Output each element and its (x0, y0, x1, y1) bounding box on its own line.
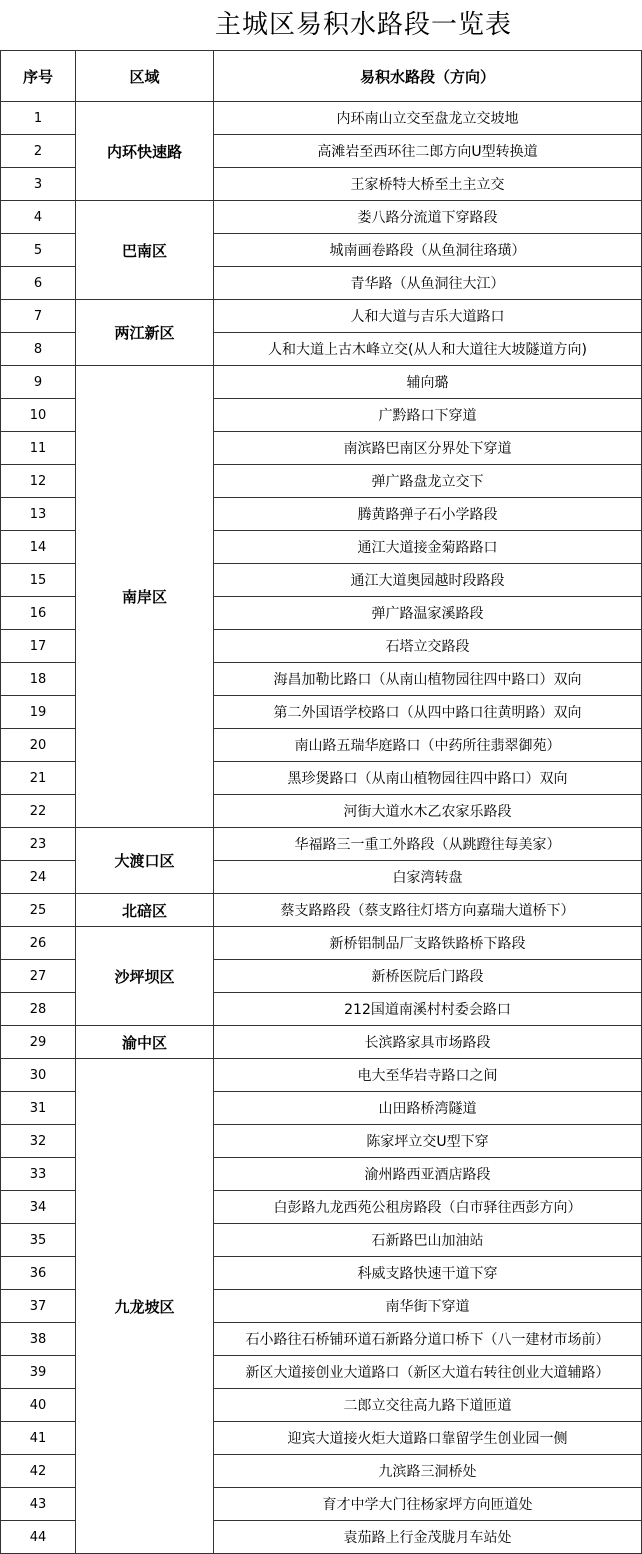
row-number: 16 (1, 597, 76, 630)
table-body (1, 102, 642, 1554)
road-section-cell: 通江大道奥园越时段路段 (214, 564, 642, 597)
region-cell: 巴南区 (76, 201, 214, 300)
road-section-cell: 王家桥特大桥至土主立交 (214, 168, 642, 201)
row-number: 38 (1, 1323, 76, 1356)
road-section-cell: 海昌加勒比路口（从南山植物园往四中路口）双向 (214, 663, 642, 696)
road-section-cell: 第二外国语学校路口（从四中路口往黄明路）双向 (214, 696, 642, 729)
road-section-cell: 通江大道接金菊路路口 (214, 531, 642, 564)
table-row (1, 366, 642, 399)
road-section-cell: 科威支路快速干道下穿 (214, 1257, 642, 1290)
road-section-cell: 南滨路巴南区分界处下穿道 (214, 432, 642, 465)
row-number: 2 (1, 135, 76, 168)
road-section-cell: 广黔路口下穿道 (214, 399, 642, 432)
row-number: 13 (1, 498, 76, 531)
road-section-cell: 新区大道接创业大道路口（新区大道右转往创业大道辅路） (214, 1356, 642, 1389)
row-number: 10 (1, 399, 76, 432)
road-section-cell: 二郎立交往高九路下道匝道 (214, 1389, 642, 1422)
row-number: 25 (1, 894, 76, 927)
row-number: 12 (1, 465, 76, 498)
header-row (1, 51, 642, 102)
road-section-cell: 蔡支路路段（蔡支路往灯塔方向嘉瑞大道桥下） (214, 894, 642, 927)
row-number: 3 (1, 168, 76, 201)
road-section-cell: 石塔立交路段 (214, 630, 642, 663)
row-number: 19 (1, 696, 76, 729)
waterlogging-table (0, 50, 642, 1554)
row-number: 17 (1, 630, 76, 663)
row-number: 14 (1, 531, 76, 564)
row-number: 29 (1, 1026, 76, 1059)
road-section-cell: 华福路三一重工外路段（从跳蹬往每美家） (214, 828, 642, 861)
road-section-cell: 石小路往石桥铺环道石新路分道口桥下（八一建材市场前） (214, 1323, 642, 1356)
row-number: 33 (1, 1158, 76, 1191)
row-number: 21 (1, 762, 76, 795)
road-section-cell: 高滩岩至西环往二郎方向U型转换道 (214, 135, 642, 168)
road-section-cell: 白彭路九龙西苑公租房路段（白市驿往西彭方向） (214, 1191, 642, 1224)
road-section-cell: 娄八路分流道下穿路段 (214, 201, 642, 234)
road-section-cell: 人和大道上古木峰立交(从人和大道往大坡隧道方向) (214, 333, 642, 366)
table-row (1, 894, 642, 927)
row-number: 15 (1, 564, 76, 597)
row-number: 11 (1, 432, 76, 465)
road-section-cell: 新桥医院后门路段 (214, 960, 642, 993)
row-number: 5 (1, 234, 76, 267)
table-row (1, 201, 642, 234)
header-section: 易积水路段（方向） (214, 51, 642, 102)
row-number: 35 (1, 1224, 76, 1257)
road-section-cell: 渝州路西亚酒店路段 (214, 1158, 642, 1191)
road-section-cell: 弹广路温家溪路段 (214, 597, 642, 630)
road-section-cell: 电大至华岩寺路口之间 (214, 1059, 642, 1092)
table-row (1, 1059, 642, 1092)
road-section-cell: 陈家坪立交U型下穿 (214, 1125, 642, 1158)
row-number: 42 (1, 1455, 76, 1488)
road-section-cell: 袁茄路上行金茂胧月车站处 (214, 1521, 642, 1554)
road-section-cell: 河街大道水木乙农家乐路段 (214, 795, 642, 828)
row-number: 37 (1, 1290, 76, 1323)
header-num: 序号 (1, 51, 76, 102)
road-section-cell: 弹广路盘龙立交下 (214, 465, 642, 498)
road-section-cell: 新桥铝制品厂支路铁路桥下路段 (214, 927, 642, 960)
row-number: 7 (1, 300, 76, 333)
row-number: 23 (1, 828, 76, 861)
row-number: 24 (1, 861, 76, 894)
region-cell: 大渡口区 (76, 828, 214, 894)
road-section-cell: 城南画卷路段（从鱼洞往珞璜） (214, 234, 642, 267)
region-cell: 沙坪坝区 (76, 927, 214, 1026)
region-cell: 北碚区 (76, 894, 214, 927)
row-number: 44 (1, 1521, 76, 1554)
row-number: 4 (1, 201, 76, 234)
row-number: 8 (1, 333, 76, 366)
road-section-cell: 长滨路家具市场路段 (214, 1026, 642, 1059)
region-cell: 九龙坡区 (76, 1059, 214, 1554)
road-section-cell: 白家湾转盘 (214, 861, 642, 894)
road-section-cell: 人和大道与吉乐大道路口 (214, 300, 642, 333)
region-cell: 南岸区 (76, 366, 214, 828)
row-number: 20 (1, 729, 76, 762)
road-section-cell: 育才中学大门往杨家坪方向匝道处 (214, 1488, 642, 1521)
table-row (1, 828, 642, 861)
row-number: 28 (1, 993, 76, 1026)
row-number: 39 (1, 1356, 76, 1389)
road-section-cell: 辅向璐 (214, 366, 642, 399)
row-number: 32 (1, 1125, 76, 1158)
region-cell: 渝中区 (76, 1026, 214, 1059)
row-number: 36 (1, 1257, 76, 1290)
table-row (1, 102, 642, 135)
row-number: 41 (1, 1422, 76, 1455)
road-section-cell: 内环南山立交至盘龙立交坡地 (214, 102, 642, 135)
table-row (1, 927, 642, 960)
region-cell: 两江新区 (76, 300, 214, 366)
road-section-cell: 南华街下穿道 (214, 1290, 642, 1323)
header-region: 区域 (76, 51, 214, 102)
row-number: 9 (1, 366, 76, 399)
road-section-cell: 石新路巴山加油站 (214, 1224, 642, 1257)
road-section-cell: 迎宾大道接火炬大道路口靠留学生创业园一侧 (214, 1422, 642, 1455)
road-section-cell: 青华路（从鱼洞往大江） (214, 267, 642, 300)
row-number: 30 (1, 1059, 76, 1092)
row-number: 34 (1, 1191, 76, 1224)
road-section-cell: 212国道南溪村村委会路口 (214, 993, 642, 1026)
row-number: 1 (1, 102, 76, 135)
row-number: 22 (1, 795, 76, 828)
row-number: 26 (1, 927, 76, 960)
table-row (1, 300, 642, 333)
row-number: 31 (1, 1092, 76, 1125)
road-section-cell: 山田路桥湾隧道 (214, 1092, 642, 1125)
road-section-cell: 九滨路三洞桥处 (214, 1455, 642, 1488)
road-section-cell: 腾黄路弹子石小学路段 (214, 498, 642, 531)
page-title: 主城区易积水路段一览表 (215, 10, 513, 40)
row-number: 27 (1, 960, 76, 993)
road-section-cell: 黑珍煲路口（从南山植物园往四中路口）双向 (214, 762, 642, 795)
row-number: 43 (1, 1488, 76, 1521)
table-row (1, 1026, 642, 1059)
road-section-cell: 南山路五瑞华庭路口（中药所往翡翠御苑） (214, 729, 642, 762)
row-number: 6 (1, 267, 76, 300)
region-cell: 内环快速路 (76, 102, 214, 201)
row-number: 40 (1, 1389, 76, 1422)
row-number: 18 (1, 663, 76, 696)
